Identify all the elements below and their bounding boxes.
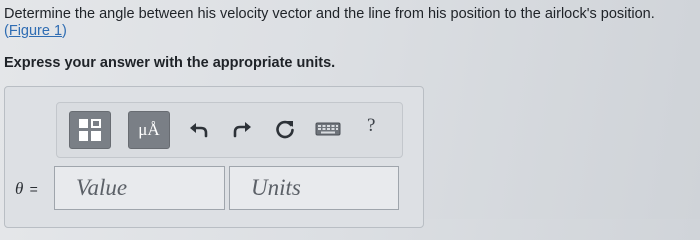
keyboard-icon[interactable] bbox=[315, 117, 341, 141]
question-text: Determine the angle between his velocity vector and the line from his position to the airlock's position. bbox=[4, 6, 655, 22]
value-input[interactable]: Value bbox=[54, 166, 225, 210]
redo-icon[interactable] bbox=[230, 117, 254, 141]
theta-symbol: θ bbox=[15, 179, 24, 198]
answer-panel bbox=[4, 86, 424, 228]
figure-link-label[interactable]: Figure 1 bbox=[8, 23, 63, 39]
units-input[interactable]: Units bbox=[229, 166, 399, 210]
math-toolbar bbox=[56, 102, 403, 158]
reset-icon[interactable] bbox=[273, 117, 297, 141]
undo-icon[interactable] bbox=[187, 117, 211, 141]
help-button[interactable]: ? bbox=[367, 115, 376, 136]
figure-link[interactable] bbox=[4, 23, 67, 40]
symbols-button[interactable] bbox=[128, 111, 170, 149]
templates-button[interactable] bbox=[69, 111, 111, 149]
figure-link-close-paren: ) bbox=[62, 23, 67, 39]
answer-instruction: Express your answer with the appropriate units. bbox=[4, 55, 336, 71]
equals-sign: = bbox=[29, 181, 38, 197]
figure-link-open-paren: ( bbox=[4, 23, 9, 39]
symbols-label: μÅ bbox=[138, 120, 160, 139]
templates-icon bbox=[79, 119, 101, 141]
theta-variable-label bbox=[15, 179, 38, 199]
